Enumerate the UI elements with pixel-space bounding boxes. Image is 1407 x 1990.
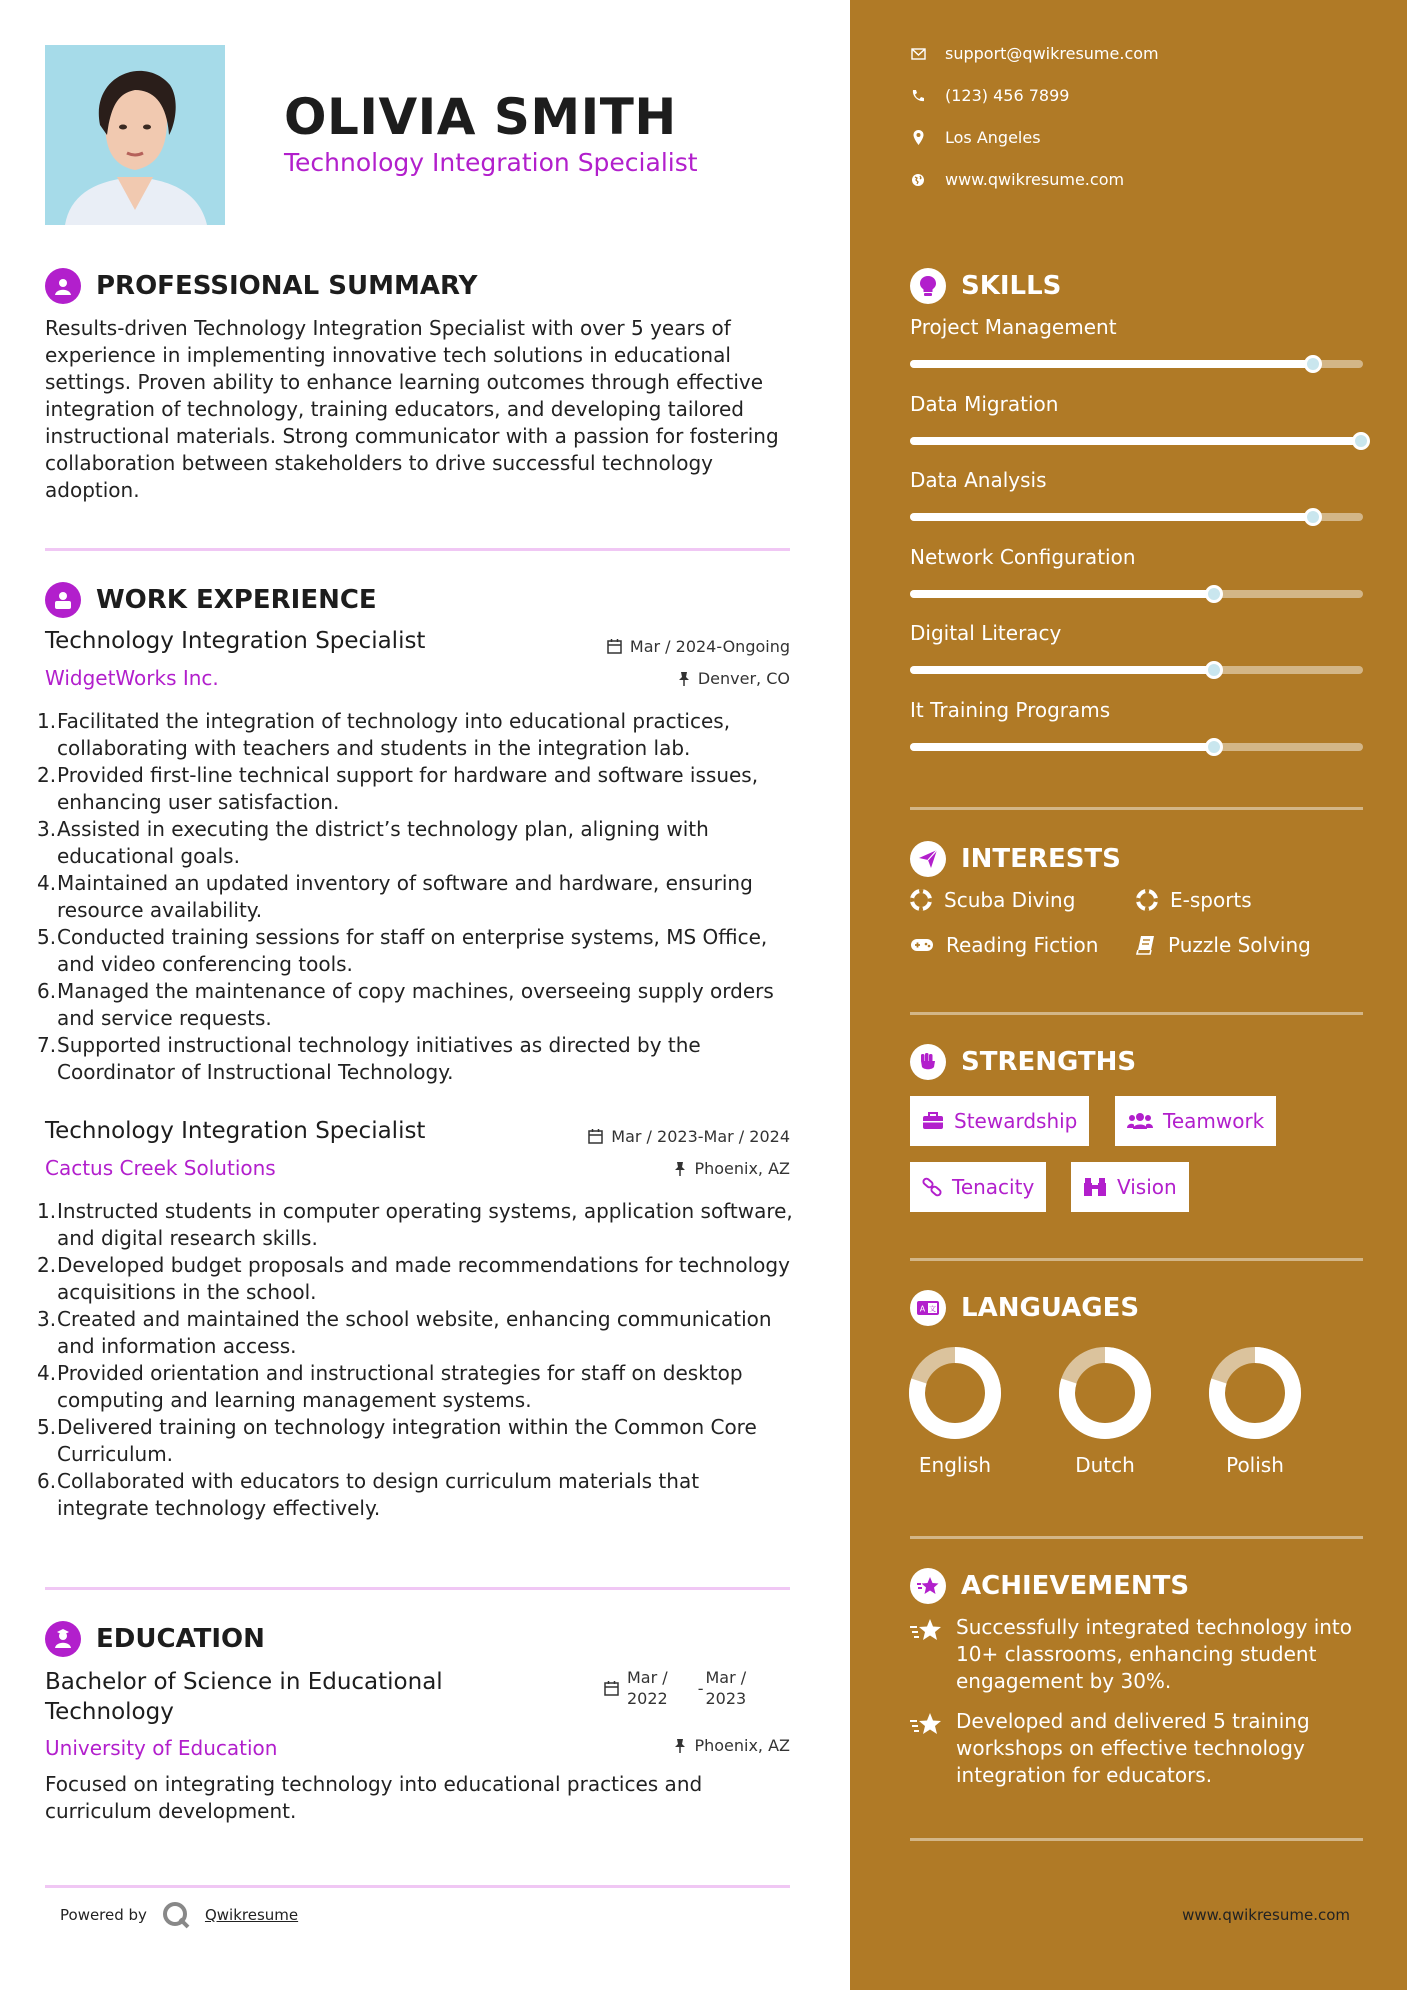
language-ring <box>907 1345 1003 1441</box>
skill-name: Project Management <box>910 315 1117 339</box>
skill-bar <box>910 590 1363 598</box>
education-date <box>604 1667 746 1709</box>
achievement-item <box>910 1614 1370 1695</box>
skills-heading <box>910 268 1061 304</box>
languages-title: LANGUAGES <box>961 1293 1140 1323</box>
skill-bar-fill <box>910 437 1363 445</box>
duty-text: Supported instructional technology initiatives as directed by the Coordinator of Instructional Technology. <box>57 1033 701 1084</box>
skill-name: Network Configuration <box>910 544 1136 569</box>
strength-label: Vision <box>1117 1175 1177 1199</box>
duty-number: 1. <box>37 1199 57 1223</box>
achievement-text: Developed and delivered 5 training workshops on effective technology integration for educators. <box>956 1709 1310 1787</box>
language-item <box>905 1345 1005 1477</box>
fist-icon <box>910 1044 946 1080</box>
school-name: University of Education <box>45 1736 278 1760</box>
skill-level-knob <box>1352 432 1370 450</box>
profile-photo <box>45 45 225 225</box>
powered-by-label: Powered by <box>60 1906 147 1924</box>
education-title: EDUCATION <box>96 1624 265 1654</box>
globe-icon <box>910 172 926 188</box>
summary-text: Results-driven Technology Integration Specialist with over 5 years of experience in implementing innovative tech solutions in educational settings. Proven ability to enhance learning outcomes through effective integration of technology, training educators, and developing tailored instructional materials. Strong communicator with a passion for fostering collaboration between stakeholders to drive successful technology adoption. <box>45 316 779 502</box>
duty-number: 7. <box>37 1033 57 1057</box>
start-date <box>627 1667 668 1709</box>
pin-icon <box>674 1161 686 1176</box>
svg-text:文: 文 <box>929 1305 936 1313</box>
skill-level-knob <box>1205 585 1223 603</box>
job-title: Technology Integration Specialist <box>45 628 426 654</box>
duty-number: 3. <box>37 817 57 841</box>
skill-level-knob <box>1205 738 1223 756</box>
portrait-image <box>45 45 225 225</box>
translate-icon <box>910 1290 946 1326</box>
interests-heading <box>910 841 1121 877</box>
duty-item <box>37 978 795 1032</box>
job-date-text: Mar / 2024-Ongoing <box>629 637 790 656</box>
graduation-cap-icon <box>45 1621 81 1657</box>
job-location <box>674 1159 790 1178</box>
section-divider <box>45 1885 790 1888</box>
interest-label: Scuba Diving <box>944 888 1076 912</box>
link-icon <box>922 1177 942 1197</box>
duty-item <box>37 1360 795 1414</box>
skill-name: It Training Programs <box>910 697 1111 722</box>
interests-title: INTERESTS <box>961 844 1121 874</box>
user-icon <box>45 268 81 304</box>
duty-item <box>37 1032 795 1086</box>
company-name: Cactus Creek Solutions <box>45 1156 276 1180</box>
duty-item <box>37 816 795 870</box>
duty-text: Provided orientation and instructional strategies for staff on desktop computing and learning management systems. <box>57 1361 743 1412</box>
qwikresume-logo-icon <box>161 1900 191 1930</box>
interest-label: Puzzle Solving <box>1168 933 1311 957</box>
star-icon <box>910 1614 942 1695</box>
duty-number: 5. <box>37 1415 57 1439</box>
summary-title: PROFESSIONAL SUMMARY <box>96 271 478 301</box>
skill-bar-fill <box>910 666 1214 674</box>
strength-label: Stewardship <box>954 1109 1078 1133</box>
skill-level-knob <box>1205 661 1223 679</box>
duty-text: Collaborated with educators to design curriculum materials that integrate technology effectively. <box>57 1469 700 1520</box>
job-date-text: Mar / 2023-Mar / 2024 <box>611 1127 790 1146</box>
skill-bar <box>910 743 1363 751</box>
users-icon <box>1127 1112 1153 1130</box>
candidate-title: Technology Integration Specialist <box>284 148 698 177</box>
calendar-icon <box>607 639 622 654</box>
map-marker-icon <box>910 130 926 146</box>
section-divider <box>910 1258 1363 1261</box>
pin-icon <box>678 671 690 686</box>
section-divider <box>910 1012 1363 1015</box>
job-duties <box>37 708 795 1086</box>
achievements-heading <box>910 1568 1189 1604</box>
language-name: Dutch <box>1075 1453 1135 1477</box>
duty-item <box>37 762 795 816</box>
duty-item <box>37 708 795 762</box>
interest-item <box>1136 933 1311 957</box>
skill-bar <box>910 666 1363 674</box>
date-dash: - <box>697 1678 704 1698</box>
duty-text: Facilitated the integration of technology into educational practices, collaborating with teachers and students in the integration lab. <box>57 709 731 760</box>
duty-text: Maintained an updated inventory of software and hardware, ensuring resource availability. <box>57 871 753 922</box>
language-ring <box>1057 1345 1153 1441</box>
duty-item <box>37 1252 795 1306</box>
contact-phone-text: (123) 456 7899 <box>945 86 1070 105</box>
job-location-text: Denver, CO <box>697 669 790 688</box>
degree-line: Technology <box>45 1699 174 1725</box>
skill-bar-fill <box>910 590 1214 598</box>
duty-number: 1. <box>37 709 57 733</box>
duty-number: 2. <box>37 1253 57 1277</box>
skill-bar <box>910 360 1363 368</box>
contact-location-text: Los Angeles <box>945 128 1041 147</box>
skill-level-knob <box>1304 355 1322 373</box>
experience-heading <box>45 582 377 618</box>
skill-name: Digital Literacy <box>910 621 1062 645</box>
skill-bar-fill <box>910 743 1214 751</box>
svg-text:A: A <box>919 1304 926 1314</box>
skills-title: SKILLS <box>961 271 1062 301</box>
strength-tag <box>1071 1162 1189 1212</box>
duty-item <box>37 1414 795 1468</box>
education-location-text: Phoenix, AZ <box>694 1736 790 1755</box>
achievement-text: Successfully integrated technology into 10+ classrooms, enhancing student engagement by 30%. <box>956 1615 1353 1693</box>
paper-plane-icon <box>910 841 946 877</box>
phone-icon <box>910 88 926 104</box>
contact-website-text: www.qwikresume.com <box>945 170 1125 189</box>
skill-bar-fill <box>910 513 1313 521</box>
briefcase-icon <box>922 1112 944 1130</box>
duty-text: Assisted in executing the district’s technology plan, aligning with educational goals. <box>57 817 709 868</box>
duty-item <box>37 924 795 978</box>
duty-item <box>37 1306 795 1360</box>
strength-tag <box>910 1162 1046 1212</box>
skill-name: Data Analysis <box>910 468 1047 492</box>
star-icon <box>910 1708 942 1789</box>
duty-text: Conducted training sessions for staff on enterprise systems, MS Office, and video conferencing tools. <box>57 925 768 976</box>
language-item <box>1055 1345 1155 1477</box>
pin-icon <box>674 1738 686 1753</box>
section-divider <box>910 1536 1363 1539</box>
education-heading <box>45 1621 265 1657</box>
calendar-icon <box>588 1129 603 1144</box>
duty-text: Managed the maintenance of copy machines, overseeing supply orders and service requests. <box>57 979 774 1030</box>
section-divider <box>910 807 1363 810</box>
star-badge-icon <box>910 1568 946 1604</box>
candidate-name: OLIVIA SMITH <box>284 88 677 146</box>
duty-number: 6. <box>37 979 57 1003</box>
end-date-year: 2023 <box>705 1689 747 1708</box>
job-location <box>678 669 790 688</box>
strength-tag <box>910 1096 1089 1146</box>
binoculars-icon <box>1083 1177 1107 1197</box>
qwikresume-link[interactable]: Qwikresume <box>204 1906 299 1924</box>
interest-item <box>910 888 1075 912</box>
life-ring-icon <box>910 889 932 911</box>
education-location <box>674 1736 790 1755</box>
interest-item <box>1136 888 1252 912</box>
duty-text: Instructed students in computer operating systems, application software, and digital research skills. <box>57 1199 793 1250</box>
section-divider <box>910 1838 1363 1841</box>
degree-line: Bachelor of Science in Educational <box>45 1669 443 1695</box>
duty-number: 3. <box>37 1307 57 1331</box>
start-date-year: 2022 <box>627 1689 668 1708</box>
language-name: English <box>918 1453 992 1477</box>
contact-phone[interactable] <box>910 86 1069 105</box>
job-date <box>607 637 790 656</box>
duty-text: Created and maintained the school website, enhancing communication and information access. <box>57 1307 772 1358</box>
interest-label: E-sports <box>1170 888 1252 912</box>
strength-label: Tenacity <box>952 1175 1035 1199</box>
book-icon <box>1136 935 1156 955</box>
company-name: WidgetWorks Inc. <box>45 666 219 690</box>
duty-item <box>37 870 795 924</box>
strengths-heading <box>910 1044 1136 1080</box>
education-description: Focused on integrating technology into educational practices and curriculum development. <box>45 1772 703 1823</box>
section-divider <box>45 1587 790 1590</box>
envelope-icon <box>910 46 926 62</box>
language-name: Polish <box>1226 1453 1284 1477</box>
sidebar-column <box>850 0 1407 1990</box>
achievements-title: ACHIEVEMENTS <box>961 1571 1190 1601</box>
duty-number: 4. <box>37 871 57 895</box>
lightbulb-icon <box>910 268 946 304</box>
duty-number: 6. <box>37 1469 57 1493</box>
contact-website[interactable] <box>910 170 1124 189</box>
calendar-icon <box>604 1681 619 1696</box>
start-date-month: Mar / <box>627 1668 668 1687</box>
end-date <box>706 1667 747 1709</box>
job-duties <box>37 1198 795 1522</box>
experience-title: WORK EXPERIENCE <box>96 585 377 615</box>
strength-tag <box>1115 1096 1276 1146</box>
footer-site[interactable]: www.qwikresume.com <box>1182 1906 1350 1924</box>
footer-powered <box>60 1900 298 1930</box>
life-ring-icon <box>1136 889 1158 911</box>
achievement-item <box>910 1708 1370 1789</box>
language-ring <box>1207 1345 1303 1441</box>
skill-bar-fill <box>910 360 1313 368</box>
job-title: Technology Integration Specialist <box>45 1118 426 1144</box>
job-location-text: Phoenix, AZ <box>694 1159 790 1178</box>
skill-bar <box>910 513 1363 521</box>
skill-bar <box>910 437 1363 445</box>
duty-number: 5. <box>37 925 57 949</box>
gamepad-icon <box>910 937 934 953</box>
duty-number: 4. <box>37 1361 57 1385</box>
contact-location <box>910 128 1041 147</box>
summary-heading <box>45 268 477 304</box>
interest-label: Reading Fiction <box>946 933 1099 957</box>
interest-item <box>910 933 1098 957</box>
duty-text: Delivered training on technology integration within the Common Core Curriculum. <box>57 1415 757 1466</box>
section-divider <box>45 548 790 551</box>
contact-email-text: support@qwikresume.com <box>945 44 1159 63</box>
end-date-month: Mar / <box>705 1668 747 1687</box>
skill-name: Data Migration <box>910 391 1059 416</box>
duty-item <box>37 1198 795 1252</box>
skill-level-knob <box>1304 508 1322 526</box>
briefcase-user-icon <box>45 582 81 618</box>
duty-text: Developed budget proposals and made recommendations for technology acquisitions in the school. <box>57 1253 790 1304</box>
job-date <box>588 1127 790 1146</box>
degree-title <box>45 1667 443 1727</box>
strengths-title: STRENGTHS <box>961 1047 1137 1077</box>
duty-text: Provided first-line technical support for hardware and software issues, enhancing user satisfaction. <box>57 763 759 814</box>
language-item <box>1205 1345 1305 1477</box>
duty-item <box>37 1468 795 1522</box>
languages-heading <box>910 1290 1139 1326</box>
duty-number: 2. <box>37 763 57 787</box>
contact-email[interactable] <box>910 44 1159 63</box>
strength-label: Teamwork <box>1163 1109 1265 1133</box>
